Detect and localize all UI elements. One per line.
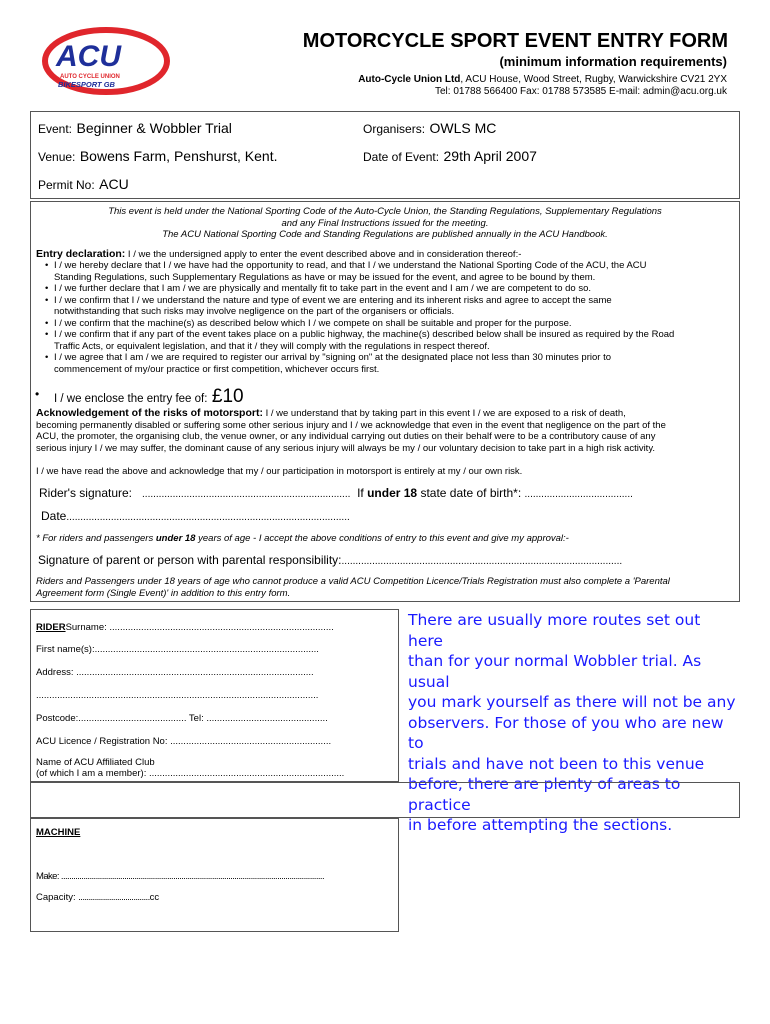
- org-address: Auto-Cycle Union Ltd, ACU House, Wood Street, Rugby, Warwickshire CV21 2YX: [358, 74, 727, 85]
- svg-text:ACU: ACU: [56, 40, 121, 73]
- under18-note: * For riders and passengers under 18 years of age - I accept the above conditions of entry to this event and give my approval:-: [36, 533, 569, 544]
- rider-signature-line: Rider's signature: ........................................................................... If under 18 state date of birth*: .......................................: [39, 486, 633, 500]
- form-title: MOTORCYCLE SPORT EVENT ENTRY FORM: [302, 30, 728, 52]
- list-item: • I / we confirm that if any part of the event takes place on a public highway, the machine(s) described below shall be insured as required by the Road Traffic Acts, or equivalent legislation, and that it / they will comply with the regulations in respect thereof.: [45, 329, 675, 352]
- list-item: • I / we further declare that I am / we are physically and mentally fit to take part in the event and I am / we are competent to do so.: [45, 283, 592, 294]
- permit-field: Permit No: ACU: [38, 176, 129, 192]
- event-field: Event: Beginner & Wobbler Trial: [38, 120, 232, 136]
- read-acknowledgement: I / we have read the above and acknowledge that my / our participation in motorsport is entirely at my / our own risk.: [36, 466, 523, 477]
- list-item: • I / we confirm that I / we understand the nature and type of event we are entering and its inherent risks and agree to accept the same notwithstanding that such risks may involve negligence on the part of the organisers or officials.: [45, 294, 612, 317]
- bullet-dot: •: [35, 387, 40, 401]
- address-field[interactable]: Address: ..........................................................................................: [36, 667, 314, 678]
- first-names-field[interactable]: First name(s):.....................................................................................: [36, 644, 319, 655]
- list-item: • I / we agree that I am / we are required to register our arrival by "signing on" at the designated place not less than 30 minutes prior to commencement of my/our practice or first competition, whichever occurs first.: [45, 352, 611, 375]
- notice: This event is held under the National Sporting Code of the Auto-Cycle Union, the Standing Regulations, Supplementary Regulations and any Final Instructions issued for the meeting. The ACU National Sporting Code and Standing Regulations are published annually in the ACU Handbook.: [108, 206, 662, 240]
- postcode-tel-field[interactable]: Postcode:......................................... Tel: ..............................................: [36, 713, 328, 724]
- event-info-box: [30, 111, 740, 199]
- parent-signature-line: Signature of parent or person with parental responsibility:.....................................................................................................: [38, 553, 623, 567]
- machine-heading: MACHINE: [36, 827, 81, 838]
- capacity-field[interactable]: Capacity: ...................................cc: [36, 892, 160, 903]
- make-field[interactable]: Make: .................................................................................................................................: [36, 871, 324, 882]
- date-field: Date of Event: 29th April 2007: [363, 148, 537, 164]
- surname-field[interactable]: RIDERSurname: .....................................................................................: [36, 622, 334, 633]
- svg-text:AUTO CYCLE UNION: AUTO CYCLE UNION: [60, 74, 120, 80]
- svg-text:BIKESPORT GB: BIKESPORT GB: [58, 80, 115, 89]
- list-item: • I / we confirm that the machine(s) as described below which I / we compete on shall be suitable and proper for the purpose.: [45, 317, 572, 329]
- entry-fee: I / we enclose the entry fee of: £10: [54, 386, 244, 407]
- acknowledgement: Acknowledgement of the risks of motorsport: I / we understand that by taking part in this event I / we are exposed to a risk of death, becoming permanently disabled or suffering some other serious injury and I / we acknowledge that even in the event that negligence on the part of the ACU, the promoter, the organising club, the venue owner, or any individual carrying out duties on their behalf were to be a contributory cause of any serious injury I / we may suffer, the dominant cause of any serious injury will always be my / our voluntary decision to take part in a high risk activity.: [36, 407, 666, 454]
- machine-box: [30, 818, 399, 932]
- blank-box: [30, 782, 740, 818]
- list-item: • I / we hereby declare that I / we have had the opportunity to read, and that I / we understand the National Sporting Code of the ACU, the ACU Standing Regulations, such Supplementary Regulations as have or may be issued for the event, and agree to be bound by them.: [45, 260, 647, 283]
- organisers-field: Organisers: OWLS MC: [363, 120, 497, 136]
- address-line-2[interactable]: ...........................................................................................................: [36, 690, 319, 701]
- parental-agreement-note: Riders and Passengers under 18 years of age who cannot produce a valid ACU Competition Licence/Trials Registration must also complete a 'Parental Agreement form (Single Event)' in addition to this entry form.: [36, 576, 670, 599]
- entry-declaration: Entry declaration: I / we the undersigned apply to enter the event described above and in consideration thereof:-: [36, 248, 522, 260]
- licence-field[interactable]: ACU Licence / Registration No: .............................................................: [36, 736, 332, 747]
- date-line: Date......................................................................................................: [41, 509, 350, 523]
- rider-box: [30, 609, 399, 782]
- org-contact: Tel: 01788 566400 Fax: 01788 573585 E-mail: admin@acu.org.uk: [434, 86, 727, 97]
- form-subtitle: (minimum information requirements): [499, 54, 727, 69]
- venue-field: Venue: Bowens Farm, Penshurst, Kent.: [38, 148, 278, 164]
- declaration-bullets: [45, 260, 739, 375]
- declaration-box: [30, 201, 740, 602]
- event-note: There are usually more routes set out here than for your normal Wobbler trial. As usual you mark yourself as there will not be any observers. For those of you who are new to trials and have not been to this venue before, there are plenty of areas to practice in before attempting the sections.: [408, 611, 736, 834]
- club-field[interactable]: Name of ACU Affiliated Club (of which I am a member): ..........................................................................: [36, 757, 345, 779]
